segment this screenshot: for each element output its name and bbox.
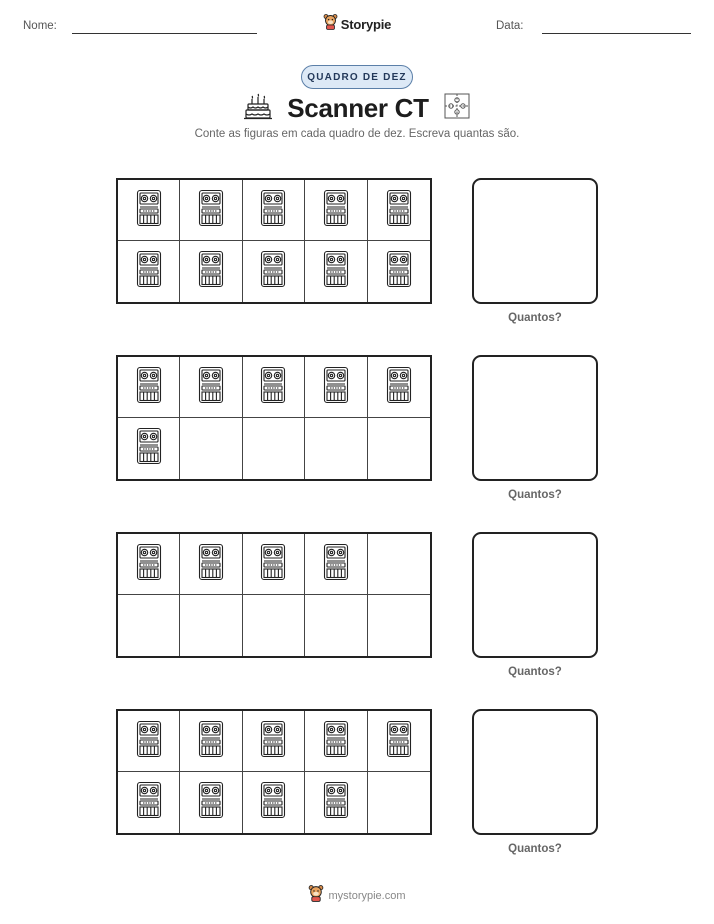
frame-cell — [368, 180, 430, 241]
birthday-cake-icon — [243, 91, 273, 126]
bear-mascot-icon — [308, 884, 324, 907]
ten-frame-1 — [116, 178, 432, 304]
answer-label-2: Quantos? — [508, 489, 562, 501]
ct-scanner-icon — [136, 250, 162, 293]
answer-box-4[interactable] — [472, 709, 598, 835]
frame-cell — [118, 772, 180, 833]
frame-cell — [368, 595, 430, 656]
frame-cell — [305, 357, 367, 418]
instructions: Conte as figuras em cada quadro de dez. Escreva quantas são. — [194, 128, 520, 140]
date-line[interactable] — [542, 33, 691, 34]
frame-cell — [118, 418, 180, 479]
answer-box-2[interactable] — [472, 355, 598, 481]
ct-scanner-icon — [323, 366, 349, 409]
frame-cell — [180, 418, 242, 479]
brand-logo — [0, 13, 714, 35]
frame-cell — [118, 180, 180, 241]
page-title: Scanner CT — [287, 93, 429, 123]
frame-cell — [180, 595, 242, 656]
frame-cell — [243, 357, 305, 418]
ct-scanner-icon — [260, 250, 286, 293]
ct-scanner-icon — [386, 720, 412, 763]
ct-scanner-icon — [323, 189, 349, 232]
ct-scanner-icon — [136, 781, 162, 824]
ct-scanner-icon — [198, 250, 224, 293]
ct-scanner-icon — [260, 720, 286, 763]
frame-cell — [368, 534, 430, 595]
frame-cell — [368, 772, 430, 833]
frame-cell — [180, 357, 242, 418]
ten-frame-3 — [116, 532, 432, 658]
frame-cell — [305, 534, 367, 595]
frame-cell — [118, 534, 180, 595]
frame-cell — [305, 595, 367, 656]
frame-cell — [118, 711, 180, 772]
ct-scanner-icon — [323, 781, 349, 824]
ct-scanner-icon — [260, 781, 286, 824]
frame-cell — [180, 534, 242, 595]
frame-cell — [305, 418, 367, 479]
ct-scanner-icon — [260, 543, 286, 586]
frame-cell — [305, 711, 367, 772]
ct-scanner-icon — [386, 189, 412, 232]
answer-box-3[interactable] — [472, 532, 598, 658]
frame-cell — [180, 711, 242, 772]
name-label: Nome: — [23, 20, 57, 32]
frame-cell — [368, 241, 430, 302]
frame-cell — [118, 595, 180, 656]
frame-cell — [243, 418, 305, 479]
ct-scanner-icon — [136, 427, 162, 470]
ten-frame-4 — [116, 709, 432, 835]
answer-label-4: Quantos? — [508, 843, 562, 855]
ct-scanner-icon — [260, 189, 286, 232]
ct-scanner-icon — [198, 189, 224, 232]
answer-label-3: Quantos? — [508, 666, 562, 678]
frame-cell — [305, 180, 367, 241]
frame-cell — [243, 772, 305, 833]
brand-name: Storypie — [340, 16, 392, 32]
puzzle-icon — [443, 92, 471, 125]
ct-scanner-icon — [198, 720, 224, 763]
frame-cell — [118, 357, 180, 418]
frame-cell — [368, 357, 430, 418]
answer-box-1[interactable] — [472, 178, 598, 304]
frame-cell — [368, 418, 430, 479]
worksheet-type-badge: QUADRO DE DEZ — [301, 65, 413, 89]
ct-scanner-icon — [260, 366, 286, 409]
ct-scanner-icon — [386, 250, 412, 293]
frame-cell — [243, 595, 305, 656]
ct-scanner-icon — [198, 366, 224, 409]
frame-cell — [180, 772, 242, 833]
footer — [0, 884, 714, 907]
frame-cell — [243, 534, 305, 595]
ct-scanner-icon — [136, 366, 162, 409]
frame-cell — [368, 711, 430, 772]
frame-cell — [243, 180, 305, 241]
frame-cell — [180, 241, 242, 302]
frame-cell — [243, 711, 305, 772]
date-label: Data: — [496, 20, 524, 32]
ct-scanner-icon — [136, 189, 162, 232]
title-row — [0, 91, 714, 126]
frame-cell — [305, 772, 367, 833]
ten-frame-2 — [116, 355, 432, 481]
footer-url: mystorypie.com — [328, 889, 406, 902]
frame-cell — [180, 180, 242, 241]
answer-label-1: Quantos? — [508, 312, 562, 324]
ct-scanner-icon — [386, 366, 412, 409]
frame-cell — [118, 241, 180, 302]
ct-scanner-icon — [198, 781, 224, 824]
frame-cell — [305, 241, 367, 302]
ct-scanner-icon — [136, 720, 162, 763]
frame-cell — [243, 241, 305, 302]
ct-scanner-icon — [136, 543, 162, 586]
ct-scanner-icon — [323, 250, 349, 293]
ct-scanner-icon — [323, 720, 349, 763]
ct-scanner-icon — [198, 543, 224, 586]
bear-mascot-icon — [323, 13, 338, 35]
ct-scanner-icon — [323, 543, 349, 586]
